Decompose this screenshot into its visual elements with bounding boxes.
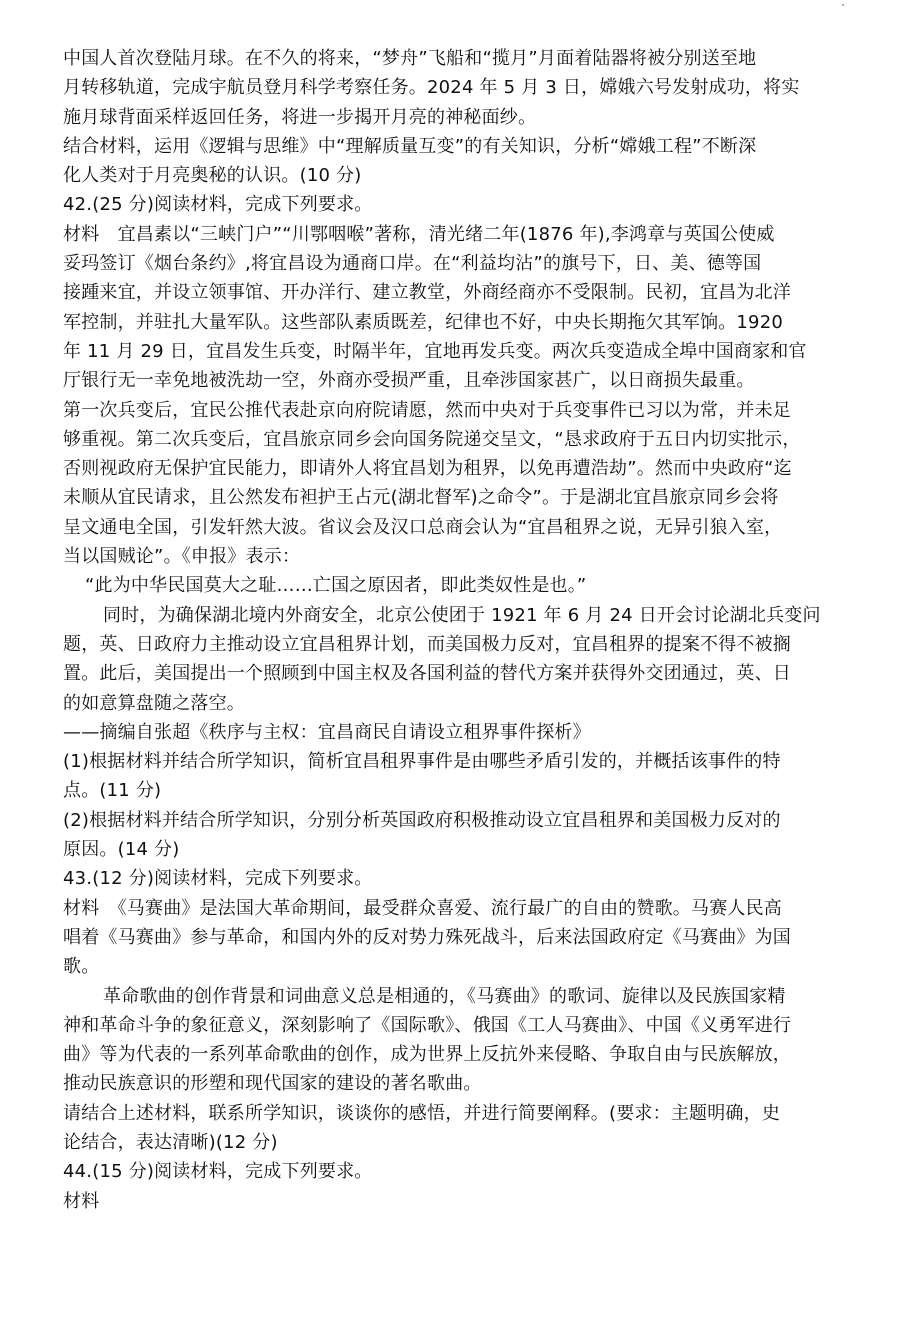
text-line: 第一次兵变后，宜民公推代表赴京向府院请愿，然而中央对于兵变事件已习以为常，并未足 <box>63 399 791 421</box>
text-line: 请结合上述材料，联系所学知识，谈谈你的感悟，并进行简要阐释。(要求：主题明确，史 <box>63 1102 781 1124</box>
text-line: 呈文通电全国，引发轩然大波。省议会及汉口总商会认为“宜昌租界之说，无异引狼入室， <box>63 516 783 538</box>
text-line: 化人类对于月亮奥秘的认识。(10 分) <box>63 165 362 187</box>
text-line: 否则视政府无保护宜民能力，即请外人将宜昌划为租界，以免再遭浩劫”。然而中央政府“迄 <box>63 458 792 480</box>
exam-page-body <box>63 44 843 1216</box>
text-line: 月转移轨道，完成宇航员登月科学考察任务。2024 年 5 月 3 日，嫦娥六号发射成功，将实 <box>63 77 800 99</box>
text-line: 材料 宜昌素以“三峡门户”“川鄂咽喉”著称，清光绪二年(1876 年),李鸿章与英国公使威 <box>63 223 775 245</box>
text-line: 结合材料，运用《逻辑与思维》中“理解质量互变”的有关知识，分析“嫦娥工程”不断深 <box>63 135 757 157</box>
text-line: 革命歌曲的创作背景和词曲意义总是相通的，《马赛曲》的歌词、旋律以及民族国家精 <box>103 985 786 1007</box>
text-line: 歌。 <box>63 956 100 978</box>
text-line: 材料 《马赛曲》是法国大革命期间，最受群众喜爱、流行最广的自由的赞歌。马赛人民高 <box>63 897 782 919</box>
text-line: 43.(12 分)阅读材料，完成下列要求。 <box>63 868 373 890</box>
text-line: 论结合，表达清晰)(12 分) <box>63 1131 278 1153</box>
text-line: 点。(11 分) <box>63 780 162 802</box>
text-line: 军控制，并驻扎大量军队。这些部队素质既差，纪律也不好，中央长期拖欠其军饷。1920 <box>63 311 784 333</box>
scan-speck <box>842 4 844 6</box>
text-line: 够重视。第二次兵变后，宜昌旅京同乡会向国务院递交呈文，“恳求政府于五日内切实批示， <box>63 428 801 450</box>
text-line: 神和革命斗争的象征意义，深刻影响了《国际歌》、俄国《工人马赛曲》、中国《义勇军进行 <box>63 1014 792 1036</box>
text-line: 当以国贼论”。《申报》表示： <box>63 546 301 568</box>
text-line: (1)根据材料并结合所学知识，简析宜昌租界事件是由哪些矛盾引发的，并概括该事件的特 <box>63 751 781 773</box>
text-line: 未顺从宜民请求，且公然发布袒护王占元(湖北督军)之命令”。于是湖北宜昌旅京同乡会将 <box>63 487 779 509</box>
text-line: 厅银行无一幸免地被洗劫一空，外商亦受损严重，且牵涉国家甚广，以日商损失最重。 <box>63 370 755 392</box>
text-line: ——摘编自张超《秩序与主权：宜昌商民自请设立租界事件探析》 <box>63 721 591 743</box>
text-line: 42.(25 分)阅读材料，完成下列要求。 <box>63 194 373 216</box>
text-line: 推动民族意识的形塑和现代国家的建设的著名歌曲。 <box>63 1073 482 1095</box>
text-line: 年 11 月 29 日，宜昌发生兵变，时隔半年，宜地再发兵变。两次兵变造成全埠中国商家和官 <box>63 340 807 362</box>
text-line: 中国人首次登陆月球。在不久的将来，“梦舟”飞船和“揽月”月面着陆器将被分别送至地 <box>63 48 757 69</box>
text-line: 接踵来宜，并设立领事馆、开办洋行、建立教堂，外商经商亦不受限制。民初，宜昌为北洋 <box>63 282 791 304</box>
text-line: 原因。(14 分) <box>63 839 180 861</box>
text-line: 唱着《马赛曲》参与革命，和国内外的反对势力殊死战斗，后来法国政府定《马赛曲》为国 <box>63 926 791 948</box>
text-line: 曲》等为代表的一系列革命歌曲的创作，成为世界上反抗外来侵略、争取自由与民族解放， <box>63 1044 791 1066</box>
text-line: “此为中华民国莫大之耻……亡国之原因者，即此类奴性是也。” <box>85 575 587 597</box>
text-line: 同时，为确保湖北境内外商安全，北京公使团于 1921 年 6 月 24 日开会讨论湖北兵变问 <box>103 604 821 626</box>
text-line: 题，英、日政府力主推动设立宜昌租界计划，而美国极力反对，宜昌租界的提案不得不被搁 <box>63 633 791 655</box>
text-line: 妥玛签订《烟台条约》,将宜昌设为通商口岸。在“利益均沾”的旗号下，日、美、德等国 <box>63 253 762 275</box>
text-line: 的如意算盘随之落空。 <box>63 692 245 714</box>
text-line: 材料 <box>63 1190 100 1212</box>
text-line: 置。此后，美国提出一个照顾到中国主权及各国利益的替代方案并获得外交团通过，英、日 <box>63 663 791 685</box>
text-line: 44.(15 分)阅读材料，完成下列要求。 <box>63 1161 373 1183</box>
text-line: 施月球背面采样返回任务，将进一步揭开月亮的神秘面纱。 <box>63 106 537 128</box>
text-line: (2)根据材料并结合所学知识，分别分析英国政府积极推动设立宜昌租界和美国极力反对的 <box>63 809 781 831</box>
